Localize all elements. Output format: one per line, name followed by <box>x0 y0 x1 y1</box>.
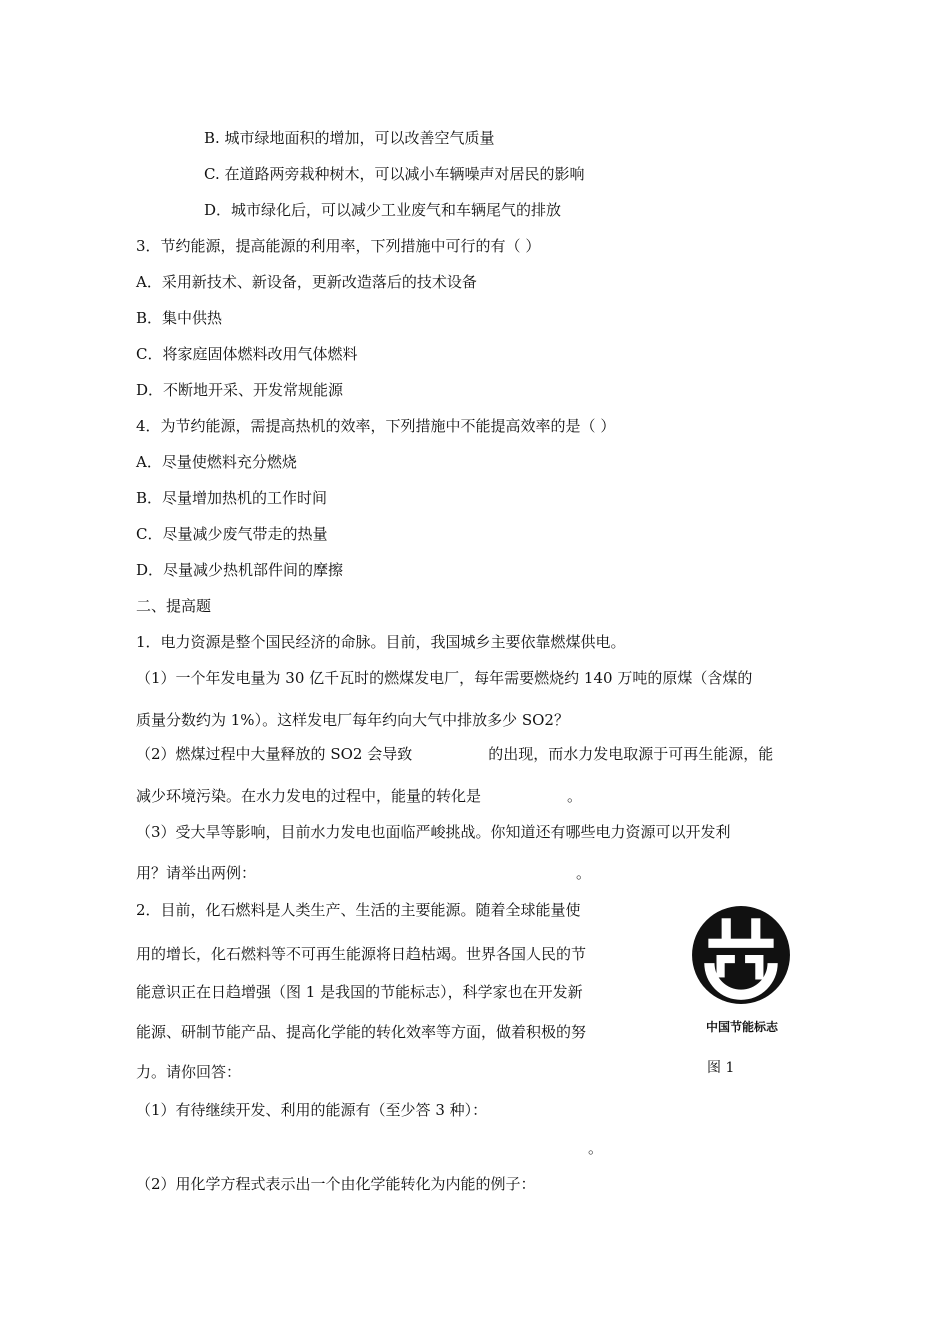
q3-option-d: D．不断地开采、开发常规能源 <box>136 381 344 399</box>
q2-part-2: （2）用化学方程式表示出一个由化学能转化为内能的例子： <box>136 1175 536 1193</box>
energy-saving-logo-icon <box>690 904 792 1006</box>
q2-part-1: （1）有待继续开发、利用的能源有（至少答 3 种）： <box>136 1101 488 1119</box>
question-3: 3．节约能源，提高能源的利用率，下列措施中可行的有（ ） <box>136 237 541 255</box>
logo-caption: 中国节能标志 <box>706 1020 779 1034</box>
q3-option-a: A．采用新技术、新设备，更新改造落后的技术设备 <box>136 273 477 291</box>
q4-option-a: A．尽量使燃料充分燃烧 <box>136 453 297 471</box>
q4-option-d: D．尽量减少热机部件间的摩擦 <box>136 561 344 579</box>
q1-part-2-line-1 <box>136 744 773 764</box>
q1-part-3-line-1: （3）受大旱等影响，目前水力发电也面临严峻挑战。你知道还有哪些电力资源可以开发利 <box>136 823 731 841</box>
q1-part-3-text: 用？请举出两例： <box>136 864 257 882</box>
figure-label: 图 1 <box>707 1060 735 1076</box>
q4-option-b: B．尽量增加热机的工作时间 <box>136 489 328 507</box>
q2-para-line-2: 用的增长，化石燃料等不可再生能源将日趋枯竭。世界各国人民的节 <box>136 945 587 963</box>
q1-part-1-line-1: （1）一个年发电量为 30 亿千瓦时的燃煤发电厂，每年需要燃烧约 140 万吨的原煤（含煤的 <box>136 669 753 687</box>
q1-part-2-line-2 <box>136 786 582 806</box>
q2-para-line-1: 2．目前，化石燃料是人类生产、生活的主要能源。随着全球能量使 <box>136 901 581 919</box>
q1-part-3-end: 。 <box>576 864 592 882</box>
option-c-trees: C. 在道路两旁栽种树木，可以减小车辆噪声对居民的影响 <box>204 165 585 183</box>
q1-part-2-text-a: （2）燃煤过程中大量释放的 SO2 会导致 <box>136 745 413 763</box>
q1-part-2-end: 。 <box>567 787 583 805</box>
q3-option-b: B．集中供热 <box>136 309 223 327</box>
q1-part-2-text-b: 的出现，而水力发电取源于可再生能源，能 <box>488 745 774 763</box>
q1-part-3-line-2 <box>136 863 591 883</box>
q1-part-2-text-c: 减少环境污染。在水力发电的过程中，能量的转化是 <box>136 787 482 805</box>
q1-part-1-line-2: 质量分数约为 1%）。这样发电厂每年约向大气中排放多少 SO2？ <box>136 711 569 729</box>
q4-option-c: C．尽量减少废气带走的热量 <box>136 525 328 543</box>
advanced-question-1: 1．电力资源是整个国民经济的命脉。目前，我国城乡主要依靠燃煤供电。 <box>136 633 626 651</box>
q3-option-c: C．将家庭固体燃料改用气体燃料 <box>136 345 358 363</box>
section-heading: 二、提高题 <box>136 597 212 615</box>
q2-para-line-4: 能源、研制节能产品、提高化学能的转化效率等方面，做着积极的努 <box>136 1023 587 1041</box>
q2-para-line-3: 能意识正在日趋增强（图 1 是我国的节能标志），科学家也在开发新 <box>136 983 583 1001</box>
option-d-emission: D．城市绿化后，可以减少工业废气和车辆尾气的排放 <box>204 201 562 219</box>
q2-part-1-end: 。 <box>588 1139 604 1157</box>
q2-para-line-5: 力。请你回答： <box>136 1063 242 1081</box>
question-4: 4．为节约能源，需提高热机的效率，下列措施中不能提高效率的是（ ） <box>136 417 616 435</box>
option-b-greenland: B. 城市绿地面积的增加，可以改善空气质量 <box>204 129 495 147</box>
